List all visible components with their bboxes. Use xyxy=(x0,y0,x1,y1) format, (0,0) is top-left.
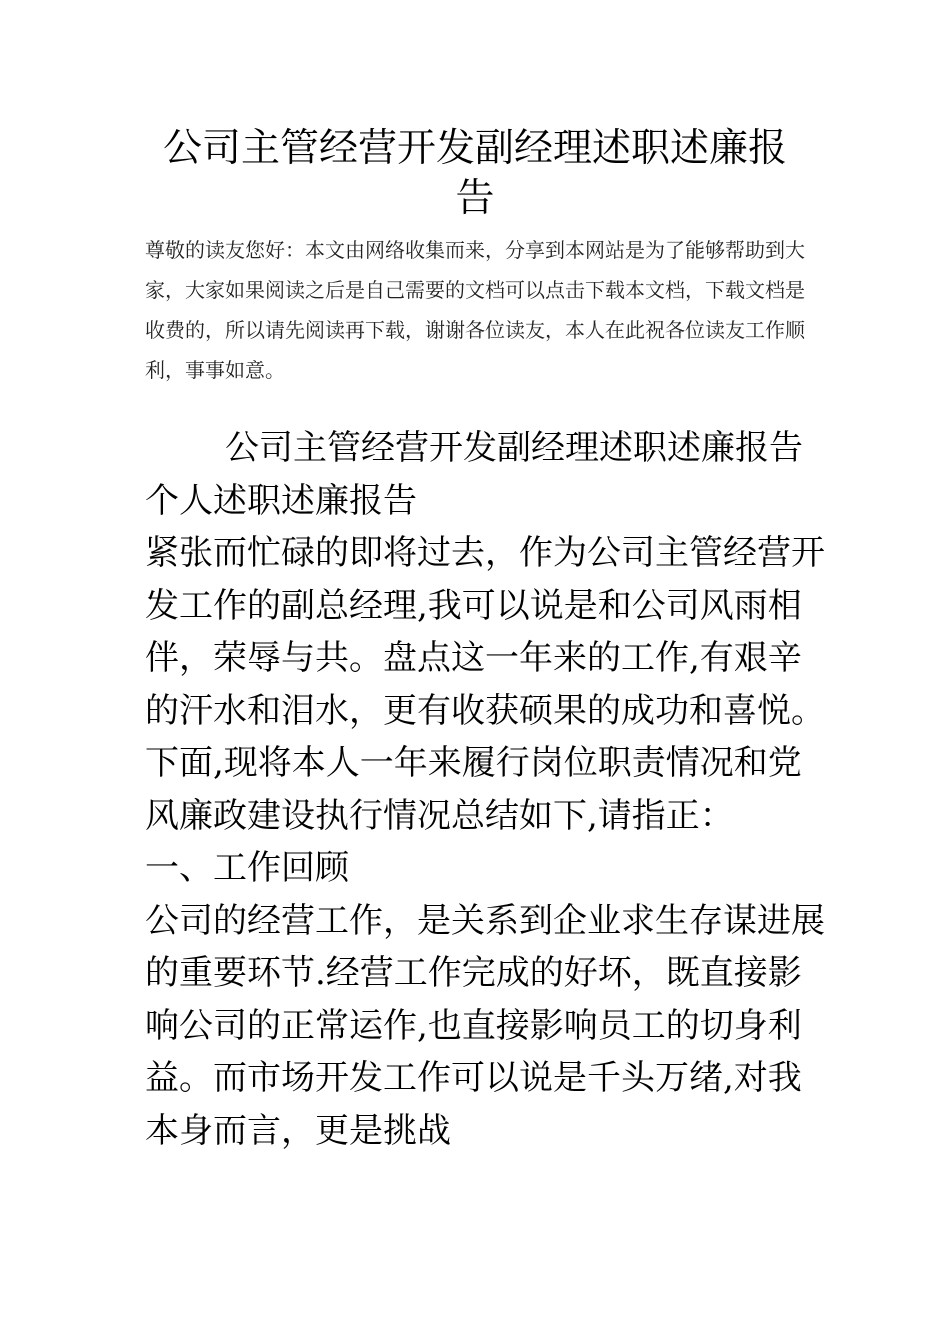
reader-notice: 尊敬的读友您好：本文由网络收集而来，分享到本网站是为了能够帮助到大家，大家如果阅读之后是自己需要的文档可以点击下载本文档，下载文档是收费的，所以请先阅读再下载，谢谢各位读友，本人在此祝各位读友工作顺利，事事如意。 xyxy=(145,238,805,382)
body-heading: 公司主管经营开发副经理述职述廉报告 xyxy=(225,428,803,468)
body-paragraph: 紧张而忙碌的即将过去，作为公司主管经营开发工作的副总经理,我可以说是和公司风雨相伴，荣辱与共。盘点这一年来的工作,有艰辛的汗水和泪水，更有收获硕果的成功和喜悦。下面,现将本人一年来履行岗位职责情况和党风廉政建设执行情况总结如下,请指正： xyxy=(145,533,825,836)
body-paragraph: 公司的经营工作，是关系到企业求生存谋进展的重要环节.经营工作完成的好坏，既直接影响公司的正常运作,也直接影响员工的切身利益。而市场开发工作可以说是千头万绪,对我本身而言，更是挑战 xyxy=(145,900,825,1151)
section-heading: 一、工作回顾 xyxy=(145,848,349,888)
body-subheading: 个人述职述廉报告 xyxy=(145,480,417,521)
document-body xyxy=(145,422,825,1157)
document-title: 公司主管经营开发副经理述职述廉报告 xyxy=(162,126,787,221)
